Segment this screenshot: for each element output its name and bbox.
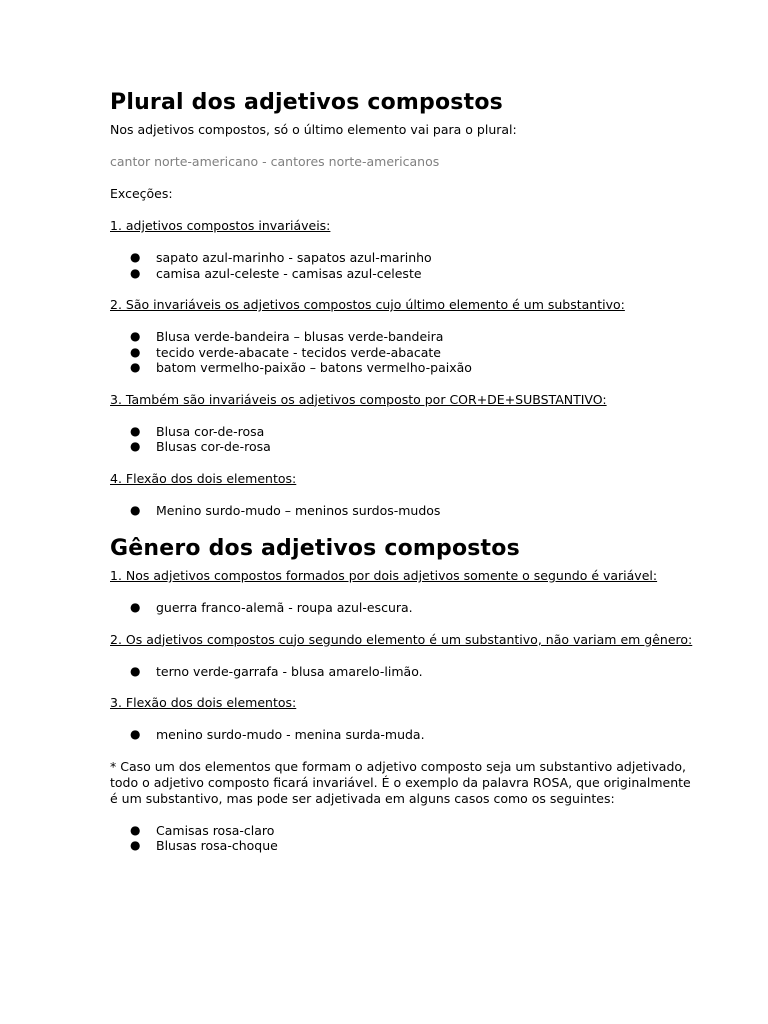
bullet-icon: ● [130, 439, 141, 453]
list-item-text: guerra franco-alemã - roupa azul-escura. [156, 600, 413, 615]
example-list [110, 600, 710, 616]
list-item-text: Blusas cor-de-rosa [156, 439, 271, 454]
bullet-icon: ● [130, 329, 141, 343]
list-item-text: tecido verde-abacate - tecidos verde-abacate [156, 344, 441, 360]
bullet-icon: ● [130, 502, 141, 517]
list-item-text: Menino surdo-mudo – meninos surdos-mudos [156, 502, 441, 518]
exceptions-label: Exceções: [110, 186, 173, 201]
rule-heading: 1. adjetivos compostos invariáveis: [110, 218, 331, 233]
note-line: é um substantivo, mas pode ser adjetivada em alguns casos como os seguintes: [110, 790, 615, 806]
list-item [110, 503, 710, 519]
note-paragraph [110, 759, 710, 807]
list-item [110, 266, 710, 282]
rule-heading: 2. São invariáveis os adjetivos compostos cujo último elemento é um substantivo: [110, 297, 625, 312]
list-item-text: Camisas rosa-claro [156, 822, 275, 838]
bullet-icon: ● [130, 265, 141, 280]
rule-heading: 2. Os adjetivos compostos cujo segundo elemento é um substantivo, não variam em gênero: [110, 631, 693, 647]
bullet-icon: ● [130, 360, 141, 374]
bullet-icon: ● [130, 250, 141, 264]
section-title-plural: Plural dos adjetivos compostos [110, 90, 503, 115]
rule-heading: 3. Flexão dos dois elementos: [110, 695, 297, 710]
note-line: todo o adjetivo composto ficará invariável. É o exemplo da palavra ROSA, que originalmente [110, 774, 691, 790]
example-list [110, 329, 710, 376]
example-list [110, 823, 710, 854]
bullet-icon: ● [130, 838, 141, 852]
example-list [110, 727, 710, 743]
bullet-icon: ● [130, 822, 141, 837]
document-page [110, 88, 710, 870]
example-list [110, 250, 710, 281]
bullet-icon: ● [130, 423, 141, 438]
list-item [110, 838, 710, 854]
list-item [110, 664, 710, 680]
list-item [110, 250, 710, 266]
rule-heading: 1. Nos adjetivos compostos formados por dois adjetivos somente o segundo é variável: [110, 568, 658, 583]
list-item [110, 439, 710, 455]
list-item [110, 360, 710, 376]
bullet-icon: ● [130, 663, 141, 678]
list-item [110, 329, 710, 345]
bullet-icon: ● [130, 344, 141, 359]
list-item [110, 345, 710, 361]
list-item-text: terno verde-garrafa - blusa amarelo-limão. [156, 663, 423, 679]
example-list [110, 503, 710, 519]
bullet-icon: ● [130, 727, 141, 741]
example-list [110, 424, 710, 455]
list-item-text: menino surdo-mudo - menina surda-muda. [156, 727, 425, 742]
list-item-text: sapato azul-marinho - sapatos azul-marinho [156, 250, 432, 265]
list-item-text: Blusa cor-de-rosa [156, 423, 265, 439]
rule-heading: 3. Também são invariáveis os adjetivos composto por COR+DE+SUBSTANTIVO: [110, 391, 607, 407]
example-list [110, 664, 710, 680]
list-item [110, 424, 710, 440]
rule-heading: 4. Flexão dos dois elementos: [110, 470, 297, 486]
bullet-icon: ● [130, 600, 141, 614]
list-item [110, 823, 710, 839]
list-item [110, 727, 710, 743]
section-title-genero: Gênero dos adjetivos compostos [110, 536, 520, 561]
example-text: cantor norte-americano - cantores norte-americanos [110, 154, 440, 169]
list-item-text: batom vermelho-paixão – batons vermelho-paixão [156, 360, 472, 375]
list-item-text: Blusa verde-bandeira – blusas verde-bandeira [156, 329, 444, 344]
list-item [110, 600, 710, 616]
intro-text: Nos adjetivos compostos, só o último elemento vai para o plural: [110, 122, 517, 137]
note-line: * Caso um dos elementos que formam o adjetivo composto seja um substantivo adjetivado, [110, 758, 687, 774]
list-item-text: camisa azul-celeste - camisas azul-celeste [156, 265, 422, 281]
list-item-text: Blusas rosa-choque [156, 838, 278, 853]
